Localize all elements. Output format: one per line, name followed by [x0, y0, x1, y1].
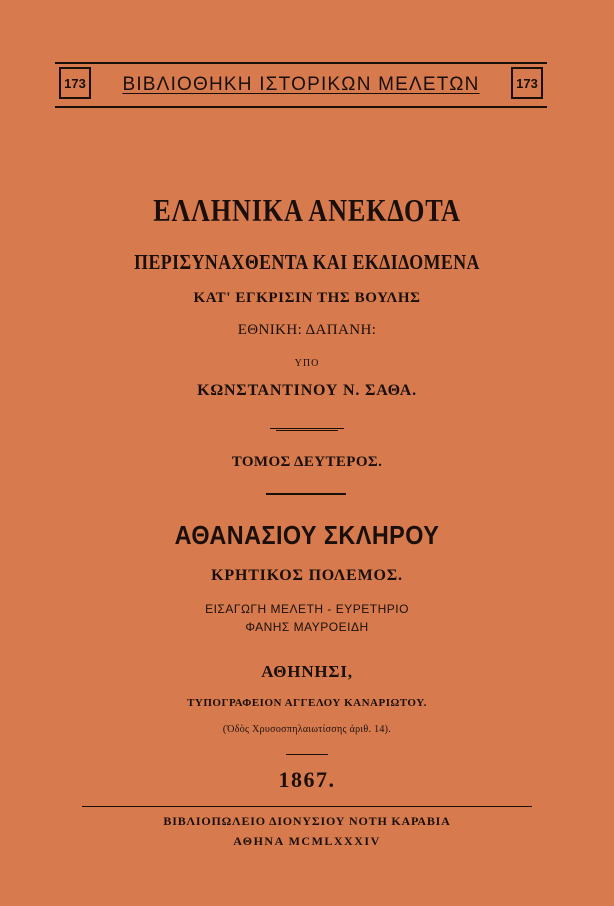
printer-address: (Ὁδὸς Χρυσοσπηλαιωτίσσης ἀριθ. 14).: [222, 724, 392, 735]
place-of-publication: ΑΘΗΝΗΣΙ,: [261, 662, 353, 681]
series-title: ΒΙΒΛΙΟΘΗΚΗ ΙΣΤΟΡΙΚΩΝ ΜΕΛΕΤΩΝ: [122, 74, 480, 95]
publisher-name: ΒΙΒΛΙΟΠΩΛΕΙΟ ΔΙΟΝΥΣΙΟΥ ΝΟΤΗ ΚΑΡΑΒΙΑ: [163, 814, 451, 828]
work-title: ΚΡΗΤΙΚΟΣ ΠΟΛΕΜΟΣ.: [211, 567, 403, 584]
divider-rule: [276, 430, 338, 431]
publisher-city-year: ΑΘΗΝΑ MCMLXXXIV: [233, 834, 381, 848]
divider-rule: [270, 428, 344, 429]
series-number-left: 173: [59, 67, 91, 99]
intro-line: ΕΙΣΑΓΩΓΗ ΜΕΛΕΤΗ - ΕΥΡΕΤΗΡΙΟ: [205, 602, 409, 616]
work-author: ΑΘΑΝΑΣΙΟΥ ΣΚΛΗΡΟΥ: [174, 520, 440, 550]
approval-line: ΚΑΤ' ΕΓΚΡΙΣΙΝ ΤΗΣ ΒΟΥΛΗΣ: [193, 290, 421, 306]
series-number-right: 173: [511, 67, 543, 99]
series-header: [55, 62, 547, 108]
book-subtitle: ΠΕΡΙΣΥΝΑΧΘΕΝΤΑ ΚΑΙ ΕΚΔΙΔΟΜΕΝΑ: [134, 250, 480, 274]
printer-name: ΤΥΠΟΓΡΑΦΕΙΟΝ ΑΓΓΕΛΟΥ ΚΑΝΑΡΙΩΤΟΥ.: [187, 697, 427, 709]
author-name: ΚΩΝΣΤΑΝΤΙΝΟΥ Ν. ΣΑΘΑ.: [197, 382, 417, 399]
divider-ornament: [286, 754, 328, 755]
book-title: ΕΛΛΗΝΙΚΑ ΑΝΕΚΔΟΤΑ: [153, 192, 461, 228]
divider-rule: [266, 493, 346, 495]
volume-label: ΤΟΜΟΣ ΔΕΥΤΕΡΟΣ.: [231, 454, 383, 470]
editor-name: ΦΑΝΗΣ ΜΑΥΡΟΕΙΔΗ: [245, 620, 369, 634]
expense-line: ΕΘΝΙΚΗ: ΔΑΠΑΝΗ:: [237, 322, 377, 338]
divider-rule: [82, 806, 532, 807]
publication-year: 1867.: [278, 767, 336, 792]
by-line: ΥΠΟ: [294, 358, 320, 369]
